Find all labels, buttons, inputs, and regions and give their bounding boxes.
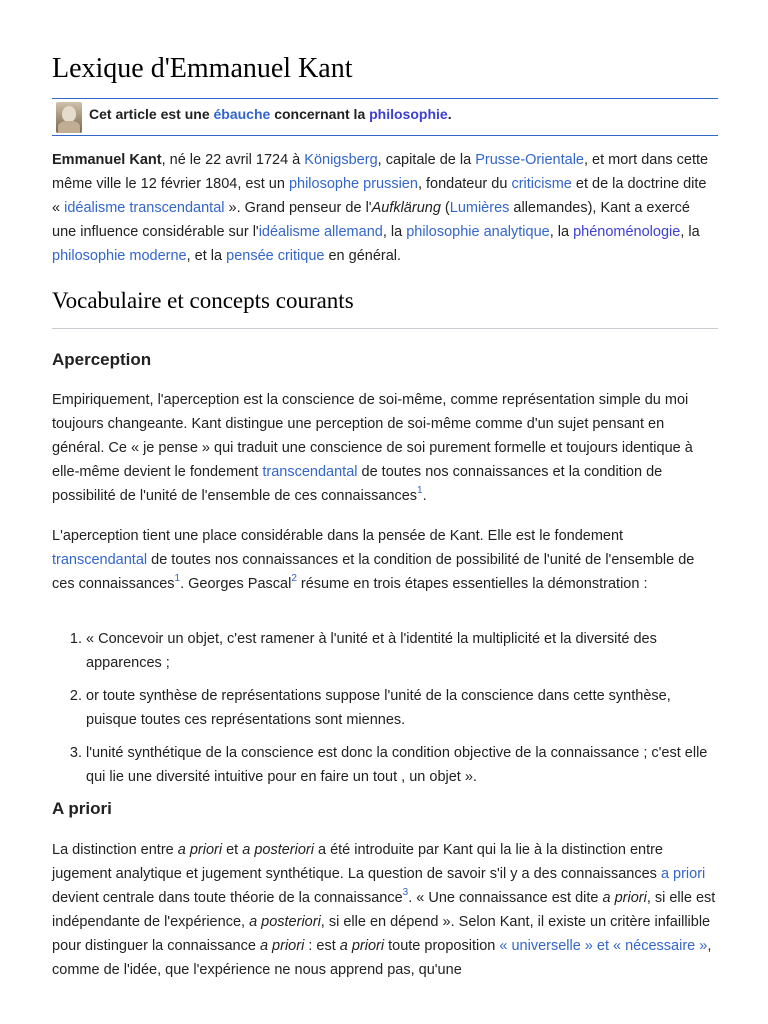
text: , la — [382, 224, 407, 240]
link-universelle-necessaire[interactable]: « universelle » et « nécessaire » — [499, 938, 708, 954]
text: allemandes), Kant a exercé une influence considérable sur l' — [52, 200, 690, 240]
text: , la — [680, 224, 700, 240]
footnote-ref[interactable]: 2 — [291, 573, 297, 584]
stub-notice-text — [89, 104, 452, 124]
list-item: 1. « Concevoir un objet, c'est ramener à l'unité et à l'identité la multiplicité et la diversité des apparences ; — [86, 627, 718, 675]
link-philosophe-prussien[interactable]: philosophe prussien — [288, 176, 418, 192]
text: , et mort dans cette même ville le 12 février 1804, est un — [52, 152, 709, 192]
link-phenomenologie[interactable]: phénoménologie — [573, 224, 681, 240]
link-konigsberg[interactable]: Königsberg — [304, 152, 378, 168]
text: , comme de l'idée, que l'expérience ne nous apprend pas, qu'une — [52, 938, 712, 978]
link-criticisme[interactable]: criticisme — [511, 176, 572, 192]
text: , la — [549, 224, 574, 240]
philosopher-bust-icon — [56, 102, 82, 133]
text: devient centrale dans toute théorie de la connaissance — [52, 890, 403, 906]
philosophy-link[interactable]: philosophie — [369, 106, 448, 122]
text: de toutes nos connaissances et la condition de possibilité de l'unité de l'ensemble de ces connaissances — [52, 464, 663, 504]
text: : est — [304, 938, 340, 954]
text: et de la doctrine dite « — [52, 176, 707, 216]
link-philosophie-moderne[interactable]: philosophie moderne — [52, 248, 187, 264]
footnote-ref[interactable]: 3 — [402, 887, 409, 898]
text: , fondateur du — [417, 176, 512, 192]
italic-term: a priori — [259, 938, 305, 954]
text: a été introduite par Kant qui la lie à la distinction entre jugement analytique et jugement synthétique. La question de savoir s'il y a des connaissances — [52, 842, 663, 882]
link-transcendantal[interactable]: transcendantal — [52, 552, 148, 568]
subsection-heading-a-priori: A priori — [52, 799, 112, 818]
demonstration-list — [52, 627, 718, 789]
stub-text-prefix: Cet article est une — [89, 106, 214, 122]
text: L'aperception tient une place considérable dans la pensée de Kant. Elle est le fondement — [52, 528, 624, 544]
link-philosophie-analytique[interactable]: philosophie analytique — [406, 224, 550, 240]
text: , capitale de la — [377, 152, 476, 168]
aperception-paragraph-2 — [52, 524, 718, 596]
link-idealisme-allemand[interactable]: idéalisme allemand — [258, 224, 383, 240]
section-heading: Vocabulaire et concepts courants — [52, 288, 354, 313]
link-a-priori[interactable]: a priori — [660, 866, 706, 882]
subject-name: Emmanuel Kant — [52, 152, 162, 168]
link-idealisme-transcendantal[interactable]: idéalisme transcendantal — [64, 200, 225, 216]
list-item: 2. or toute synthèse de représentations suppose l'unité de la conscience dans cette synthèse, puisque toutes ces représentations sont miennes. — [86, 684, 718, 732]
italic-term: a posteriori — [242, 842, 314, 858]
link-lumieres[interactable]: Lumières — [449, 200, 510, 216]
text: et — [222, 842, 243, 858]
page-title: Lexique d'Emmanuel Kant — [52, 53, 353, 84]
text: , si elle en dépend ». Selon Kant, il existe un critère infaillible pour distinguer la connaissance — [52, 914, 711, 954]
text: de toutes nos connaissances et la condition de possibilité de l'unité de l'ensemble de ces connaissances — [52, 552, 695, 592]
text: . — [422, 488, 427, 504]
text: toute proposition — [384, 938, 500, 954]
italic-term: a priori — [339, 938, 385, 954]
stub-text-middle: concernant la — [270, 106, 370, 122]
italic-term: a priori — [602, 890, 647, 906]
a-priori-paragraph — [52, 838, 718, 982]
text: ( — [440, 200, 450, 216]
stub-link[interactable]: ébauche — [213, 106, 271, 122]
text: résume en trois étapes essentielles la démonstration : — [296, 576, 648, 592]
italic-term: a priori — [177, 842, 223, 858]
text: ». Grand penseur de l' — [224, 200, 372, 216]
stub-notice — [52, 98, 718, 136]
text: , si elle est indépendante de l'expérience, — [52, 890, 716, 930]
text: en général. — [324, 248, 402, 264]
subsection-heading-aperception: Aperception — [52, 350, 152, 369]
text: , et la — [186, 248, 227, 264]
italic-term: a posteriori — [249, 914, 321, 930]
text: Empiriquement, l'aperception est la conscience de soi-même, comme représentation simple du moi toujours changeante. Kant distingue une perception de soi-même comme d'un sujet pensant en général. Ce « je pense » qui traduit une conscience de soi purement formelle et toujours identique à elle-même devient le fondement — [52, 392, 693, 480]
text: La distinction entre — [52, 842, 178, 858]
italic-term: Aufklärung — [371, 200, 441, 216]
aperception-paragraph-1 — [52, 388, 718, 508]
stub-text-suffix: . — [447, 106, 452, 122]
footnote-ref[interactable]: 1 — [417, 485, 423, 496]
list-item: 3. l'unité synthétique de la conscience est donc la condition objective de la connaissance ; c'est elle qui lie une diversité intuitive pour en faire un tout , un objet ». — [86, 741, 718, 789]
text: , né le 22 avril 1724 à — [161, 152, 305, 168]
link-transcendantal[interactable]: transcendantal — [262, 464, 358, 480]
footnote-ref[interactable]: 1 — [174, 573, 181, 584]
intro-paragraph — [52, 148, 718, 268]
link-pensee-critique[interactable]: pensée critique — [226, 248, 325, 264]
text: . Georges Pascal — [180, 576, 292, 592]
text: . « Une connaissance est dite — [408, 890, 603, 906]
link-prusse-orientale[interactable]: Prusse-Orientale — [475, 152, 584, 168]
section-divider — [52, 328, 718, 329]
